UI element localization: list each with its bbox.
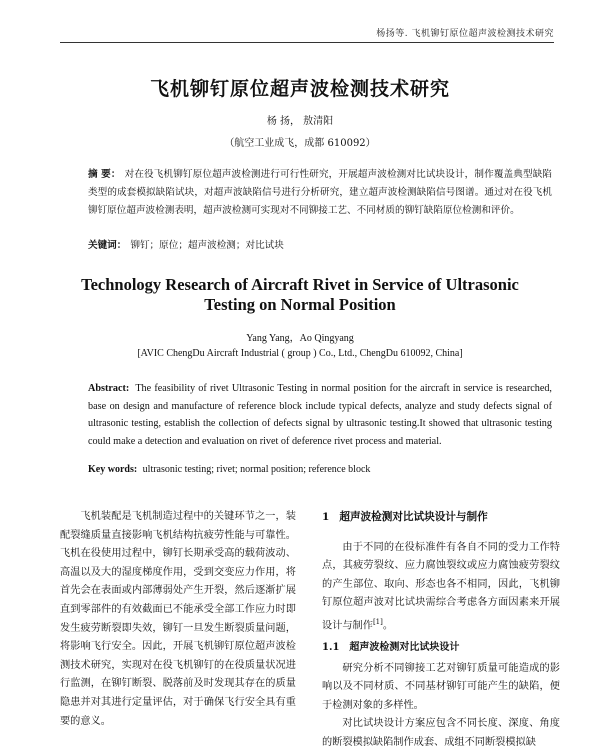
english-abstract xyxy=(88,380,552,450)
english-keywords-text: ultrasonic testing; rivet; normal position; reference block xyxy=(142,464,371,475)
subsection-1-1-heading xyxy=(322,639,560,658)
english-abstract-label: Abstract: xyxy=(88,383,130,394)
body-right-column xyxy=(322,508,560,753)
chinese-abstract xyxy=(88,166,552,220)
section-1-heading xyxy=(322,508,560,527)
section-1-number: 1 xyxy=(322,511,330,523)
chinese-affiliation: （航空工业成飞，成都 610092） xyxy=(224,138,376,149)
section-1-paragraph xyxy=(322,539,560,636)
citation-ref: [1] xyxy=(372,617,383,626)
chinese-title: 飞机铆钉原位超声波检测技术研究 xyxy=(149,78,450,100)
subsection-1-1-paragraph-2: 对比试块设计方案应包含不同长度、深度、角度的断裂模拟缺陷制作成套、成组不同断裂模拟缺 xyxy=(322,718,560,748)
english-abstract-text: The feasibility of rivet Ultrasonic Testing in normal position for the aircraft in service is researched, base on design and manufacture of reference block include typical defects, analyze and study defects signal of ultrasonic testing, establish the collection of defects signal by ultrasonic testing.It showed that ultrasonic testing could make a detection and evaluation on rivet of deference rivet process and material. xyxy=(88,383,552,447)
header-rule xyxy=(60,42,554,43)
subsection-1-1-title: 超声波检测对比试块设计 xyxy=(349,641,460,653)
chinese-keywords-text: 铆钉；原位；超声波检测；对比试块 xyxy=(130,240,284,251)
english-keywords-label: Key words: xyxy=(88,464,138,475)
section-1-paragraph-text: 由于不同的在役标准件有各自不同的受力工作特点，其疲劳裂纹、应力腐蚀裂纹或应力腐蚀疲劳裂纹的产生部位、取向、形态也各不相同，因此，飞机铆钉原位超声波对比试块需综合考虑各方面因素来开展设计与制作 xyxy=(322,541,560,632)
running-header: 杨扬等. 飞机铆钉原位超声波检测技术研究 xyxy=(376,29,554,39)
english-keywords xyxy=(88,464,552,475)
chinese-abstract-label: 摘 要： xyxy=(88,169,121,180)
chinese-keywords xyxy=(88,237,552,251)
section-1-title: 超声波检测对比试块设计与制作 xyxy=(339,511,488,523)
subsection-1-1-paragraph-1: 研究分析不同铆接工艺对铆钉质量可能造成的影响以及不同材质、不同基材铆钉可能产生的缺陷，便于检测对象的多样性。 xyxy=(322,662,560,711)
chinese-abstract-text: 对在役飞机铆钉原位超声波检测进行可行性研究，开展超声波检测对比试块设计，制作覆盖典型缺陷类型的成套模拟缺陷试块，对超声波缺陷信号进行分析研究，建立超声波检测缺陷信号图谱。通过对在役飞机铆钉原位超声波检测表明，超声波检测可实现对不同铆接工艺、不同材质的铆钉缺陷原位检测和评价。 xyxy=(88,169,553,216)
english-title: Technology Research of Aircraft Rivet in Service of Ultrasonic Testing on Normal Position xyxy=(81,275,519,314)
intro-paragraph: 飞机装配是飞机制造过程中的关键环节之一，装配裂缝质量直接影响飞机结构抗疲劳性能与可靠性。飞机在役使用过程中，铆钉长期承受高的载荷波动、高温以及大的湿度梯度作用，受到交变应力作用，将首先会在表面或内部薄弱处产生开裂，然后逐渐扩展直到零部件的有效截面已不能承受全部工作应力时即发生疲劳断裂即失效，铆钉一旦发生断裂质量问题，将影响飞行安全。因此，开展飞机铆钉原位超声波检测技术研究，实现对在役飞机铆钉的在役质量状况进行监测，在铆钉断裂、脱落前及时发现其存在的质量隐患并对其进行定量评估，对于确保飞行安全具有重要的意义。 xyxy=(60,511,296,727)
subsection-1-1-number: 1.1 xyxy=(322,641,340,653)
chinese-keywords-label: 关键词： xyxy=(88,240,127,251)
english-authors: Yang Yang，Ao Qingyang xyxy=(246,333,354,344)
section-1-paragraph-end: 。 xyxy=(382,620,394,632)
chinese-authors: 杨 扬， 敖清阳 xyxy=(266,116,334,127)
english-affiliation: [AVIC ChengDu Aircraft Industrial ( group ) Co., Ltd., ChengDu 610092, China] xyxy=(137,348,463,359)
body-left-column xyxy=(60,508,296,731)
